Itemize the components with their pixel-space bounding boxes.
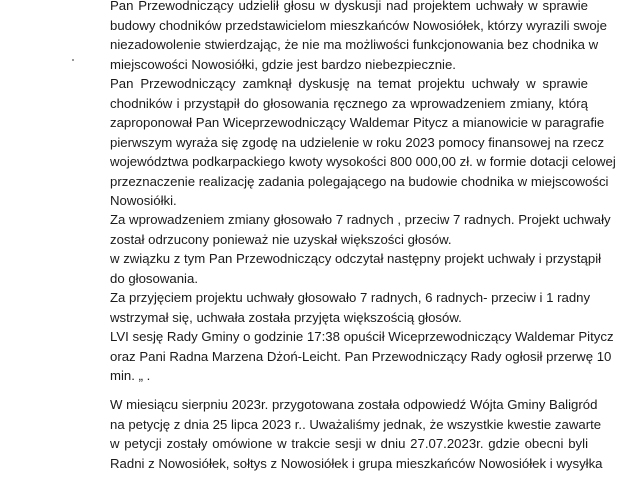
text-line: Za wprowadzeniem zmiany głosowało 7 radnych , przeciw 7 radnych. Projekt uchwały [110, 212, 611, 227]
text-line: LVI sesję Rady Gminy o godzinie 17:38 opuścił Wiceprzewodniczący Waldemar Pitycz [110, 329, 614, 344]
paragraph-discussion [110, 0, 607, 74]
text-line: pierwszym wyraża się zgodę na udzielenie w roku 2023 pomocy finansowej na rzecz [110, 134, 605, 150]
text-line: W miesiącu sierpniu 2023r. przygotowana została odpowiedź Wójta Gminy Baligród [110, 397, 598, 412]
text-line: min. „ . [110, 368, 151, 383]
text-line: Pan Przewodniczący udzielił głosu w dyskusji nad projektem uchwały w sprawie [110, 0, 588, 13]
text-line: Nowosiółki. [110, 193, 177, 208]
text-line: wstrzymał się, uchwała została przyjęta większością głosów. [110, 309, 462, 325]
text-line: Radni z Nowosiółek, sołtys z Nowosiółek i grupa mieszkańców Nowosiółek i wysyłka [110, 455, 603, 471]
text-line: oraz Pani Radna Marzena Dżoń-Leicht. Pan Przewodniczący Rady ogłosił przerwę 10 [110, 348, 612, 364]
paragraph-vote-amendment [110, 210, 611, 249]
text-line: niezadowolenie stwierdzając, że nie ma możliwości funkcjonowania bez chodnika w [110, 37, 599, 52]
paragraph-break [110, 327, 614, 386]
text-line: chodników i przystąpił do głosowania ręcznego za wprowadzeniem zmiany, którą [110, 95, 588, 111]
paragraph-closing-discussion [110, 74, 616, 211]
scan-speck [72, 59, 74, 61]
text-line: zaproponował Pan Wiceprzewodniczący Waldemar Pitycz a mianowicie w paragrafie [110, 115, 605, 130]
text-line: na petycję z dnia 25 lipca 2023 r.. Uważaliśmy jednak, że wszystkie kwestie zawarte [110, 416, 602, 432]
paragraph-petition-response [110, 395, 603, 473]
text-line: Pan Przewodniczący zamknął dyskusję na temat projektu uchwały w sprawie [110, 76, 588, 91]
text-line: został odrzucony ponieważ nie uzyskał większości głosów. [110, 231, 452, 247]
text-line: do głosowania. [110, 270, 198, 286]
paragraph-next-project [110, 249, 602, 288]
text-line: w związku z tym Pan Przewodniczący odczytał następny projekt uchwały i przystąpił [110, 251, 602, 266]
text-line: Za przyjęciem projektu uchwały głosowało 7 radnych, 6 radnych- przeciw i 1 radny [110, 290, 591, 305]
text-line: miejscowości Nowosiółki, gdzie jest bardzo niebezpiecznie. [110, 56, 456, 72]
text-line: w petycji zostały omówione w trakcie sesji w dniu 27.07.2023r. gdzie obecni byli [110, 436, 588, 451]
paragraph-vote-result [110, 288, 591, 327]
text-line: budowy chodników przedstawicielom mieszkańców Nowosiółek, którzy wyrazili swoje [110, 17, 607, 33]
text-line: przeznaczenie realizację zadania polegającego na budowie chodnika w miejscowości [110, 173, 609, 189]
text-line: województwa podkarpackiego kwoty wysokości 800 000,00 zł. w formie dotacji celowej [110, 154, 616, 169]
